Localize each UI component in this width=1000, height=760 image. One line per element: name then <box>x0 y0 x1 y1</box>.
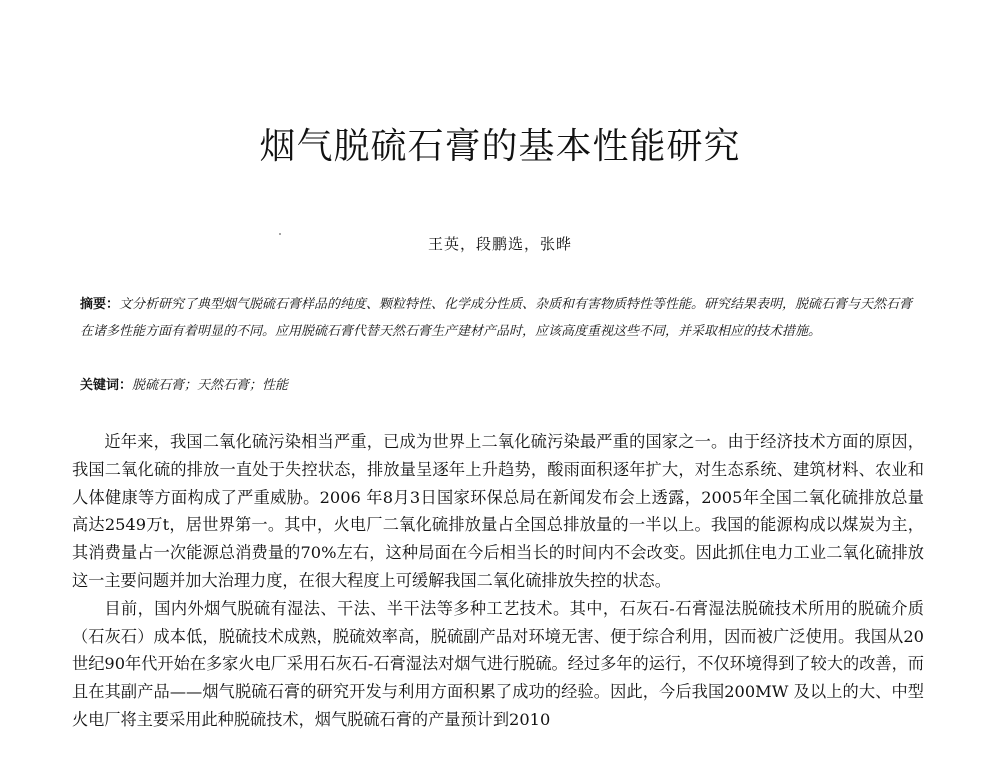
keywords-text: 脱硫石膏；天然石膏；性能 <box>132 378 289 393</box>
body-text <box>72 428 924 734</box>
body-paragraph-1: 近年来，我国二氧化硫污染相当严重，已成为世界上二氧化硫污染最严重的国家之一。由于经济技术方面的原因，我国二氧化硫的排放一直处于失控状态，排放量呈逐年上升趋势，酸雨面积逐年扩大，对生态系统、建筑材料、农业和人体健康等方面构成了严重威胁。2006 年8月3日国家环保总局在新闻发布会上透露，2005年全国二氧化硫排放总量高达2549万t，居世界第一。其中，火电厂二氧化硫排放量占全国总排放量的一半以上。我国的能源构成以煤炭为主，其消费量占一次能源总消费量的70%左右，这种局面在今后相当长的时间内不会改变。因此抓住电力工业二氧化硫排放这一主要问题并加大治理力度，在很大程度上可缓解我国二氧化硫排放失控的状态。 <box>72 432 924 590</box>
abstract-label: 摘要： <box>80 297 120 312</box>
body-paragraph-2: 目前，国内外烟气脱硫有湿法、干法、半干法等多种工艺技术。其中，石灰石-石膏湿法脱硫技术所用的脱硫介质（石灰石）成本低，脱硫技术成熟，脱硫效率高，脱硫副产品对环境无害、便于综合利用，因而被广泛使用。我国从20世纪90年代开始在多家火电厂采用石灰石-石膏湿法对烟气进行脱硫。经过多年的运行，不仅环境得到了较大的改善，而且在其副产品——烟气脱硫石膏的研究开发与利用方面积累了成功的经验。因此，今后我国200MW 及以上的大、中型火电厂将主要采用此种脱硫技术，烟气脱硫石膏的产量预计到2010 <box>72 598 924 729</box>
keywords <box>80 372 920 399</box>
paper-authors: 王英，段鹏选，张晔 <box>427 235 572 253</box>
keywords-label: 关键词： <box>80 378 133 393</box>
abstract <box>80 291 920 345</box>
abstract-text: 文分析研究了典型烟气脱硫石膏样品的纯度、颗粒特性、化学成分性质、杂质和有害物质特性等性能。研究结果表明，脱硫石膏与天然石膏在诸多性能方面有着明显的不同。应用脱硫石膏代替天然石膏生产建材产品时，应该高度重视这些不同，并采取相应的技术措施。 <box>80 297 913 339</box>
paper-title: 烟气脱硫石膏的基本性能研究 <box>259 126 741 167</box>
